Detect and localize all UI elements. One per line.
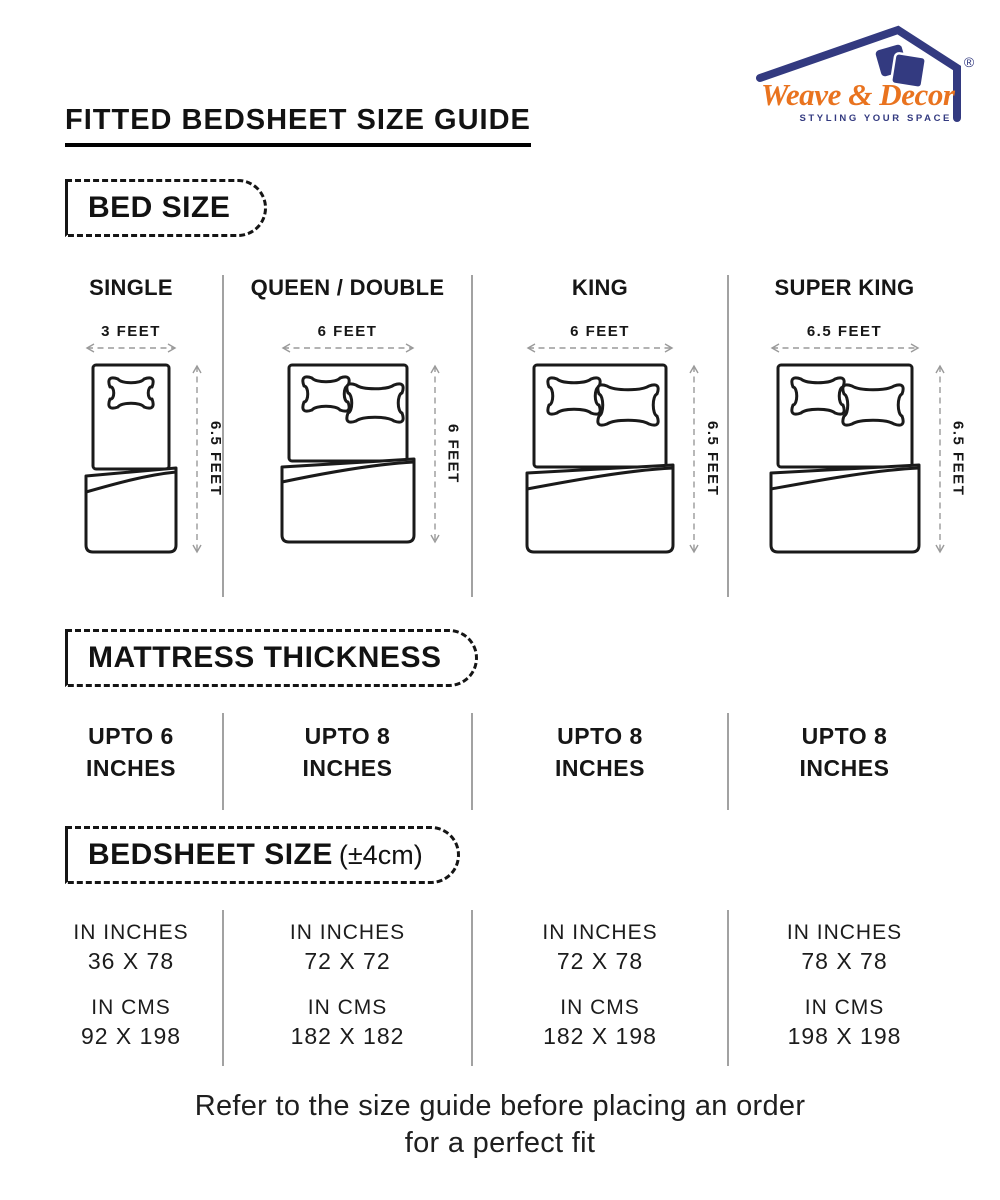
bed-column-single [40,275,222,597]
brand-logo [750,10,982,126]
bed-figure-single [84,323,224,555]
bed-column-queen-double [222,275,471,597]
width-dimension-label: 6 FEET [570,323,630,340]
bedsheet-tolerance-label: (±4cm) [338,840,423,870]
bed-size-name: SINGLE [89,275,173,300]
bed-figure-king [525,323,721,555]
brand-tagline: STYLING YOUR SPACE [799,113,952,124]
height-dimension-label: 6.5 FEET [207,421,224,497]
footer-line-1: Refer to the size guide before placing an order [194,1090,806,1122]
section-header-bed-size [65,179,267,237]
width-dimension-label: 6 FEET [317,323,378,340]
width-dimension-arrow [84,342,178,354]
bedsheet-size-label: BEDSHEET SIZE [88,838,333,871]
size-cell-single: IN INCHES 36 X 78 IN CMS 92 X 198 [73,921,189,1049]
bed-size-label: BED SIZE [88,191,231,224]
bed-figure-super-king [769,323,967,555]
bed-column-king [471,275,727,597]
width-dimension-label: 6.5 FEET [806,323,883,340]
height-dimension [429,363,462,545]
thickness-cell-king: UPTO 8 INCHES [471,713,727,810]
height-dimension [934,363,967,555]
page-title: FITTED BEDSHEET SIZE GUIDE [65,104,531,147]
bed-size-row [40,275,967,597]
registered-mark: ® [963,54,975,70]
section-header-mattress-thickness [65,629,478,687]
section-header-bedsheet-size [65,826,460,884]
height-dimension-arrow [429,363,441,545]
bed-diagram-single-icon [84,363,178,555]
size-cell-king: IN INCHES 72 X 78 IN CMS 182 X 198 [471,910,727,1066]
bed-diagram-super-king-icon [769,363,921,555]
height-dimension-label: 6 FEET [444,424,462,484]
bed-size-name: KING [571,275,629,300]
footer-note [0,1088,1000,1162]
bed-size-name: QUEEN / DOUBLE [250,275,445,300]
brand-name: Weave & Decor [761,77,955,112]
height-dimension-arrow [934,363,946,555]
width-dimension-arrow [769,342,921,354]
mattress-thickness-label: MATTRESS THICKNESS [88,641,442,674]
thickness-cell-queen-double: UPTO 8 INCHES [222,713,471,810]
bed-size-name: SUPER KING [774,275,915,300]
height-dimension-arrow [688,363,700,555]
logo-house-icon [750,10,982,126]
height-dimension-label: 6.5 FEET [949,421,967,497]
width-dimension-arrow [280,342,416,354]
footer-line-2: for a perfect fit [404,1127,596,1159]
bed-figure-queen [280,323,462,545]
width-dimension-arrow [525,342,675,354]
thickness-cell-single: UPTO 6 INCHES [86,723,176,781]
size-cell-queen-double: IN INCHES 72 X 72 IN CMS 182 X 182 [222,910,471,1066]
height-dimension [191,363,224,555]
height-dimension-label: 6.5 FEET [704,421,721,497]
bed-diagram-queen-icon [280,363,416,545]
mattress-thickness-row [40,713,960,810]
bed-column-super-king [727,275,967,597]
thickness-cell-super-king: UPTO 8 INCHES [727,713,960,810]
width-dimension-label: 3 FEET [101,323,161,340]
bed-diagram-king-icon [525,363,675,555]
height-dimension [688,363,721,555]
size-cell-super-king: IN INCHES 78 X 78 IN CMS 198 X 198 [727,910,960,1066]
bedsheet-size-row [40,910,960,1066]
height-dimension-arrow [191,363,203,555]
